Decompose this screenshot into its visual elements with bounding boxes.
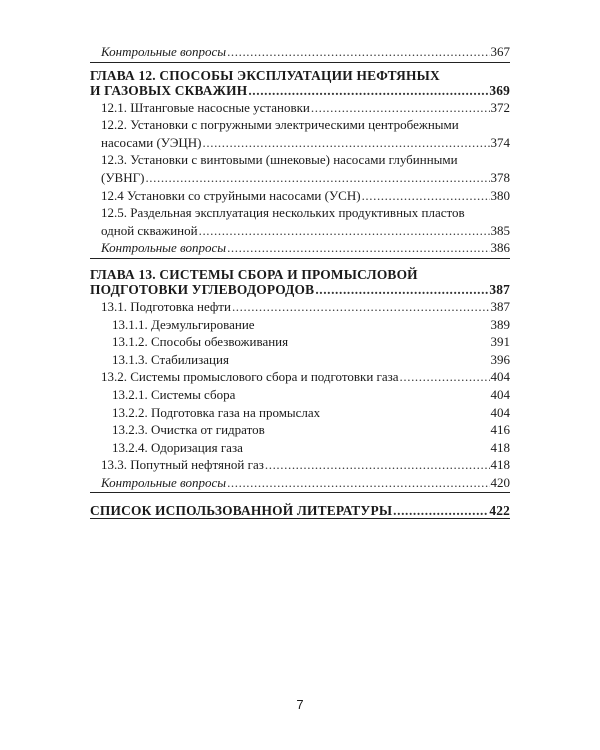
- toc-entry-control-questions[interactable]: [90, 44, 510, 59]
- chapter-13-heading[interactable]: [90, 267, 510, 297]
- toc-entry-label: (УВНГ): [101, 169, 145, 185]
- toc-entry-control-questions[interactable]: [90, 475, 510, 490]
- dot-leader: [227, 475, 489, 490]
- references-heading[interactable]: [90, 503, 510, 518]
- toc-entry[interactable]: [90, 100, 510, 115]
- toc-entry-page: 369: [489, 82, 510, 98]
- chapter-title-line: ГЛАВА 12. СПОСОБЫ ЭКСПЛУАТАЦИИ НЕФТЯНЫХ: [90, 67, 440, 83]
- references-title: СПИСОК ИСПОЛЬЗОВАННОЙ ЛИТЕРАТУРЫ: [90, 503, 393, 519]
- toc-entry-label: Контрольные вопросы: [101, 44, 227, 59]
- toc-subentry[interactable]: [90, 334, 510, 349]
- toc-entry-label: 13.2. Системы промыслового сбора и подготовки газа: [101, 369, 399, 385]
- dot-leader: [311, 100, 490, 115]
- dot-leader: [362, 188, 490, 203]
- toc-entry-page: 374: [490, 134, 510, 150]
- toc-subentry[interactable]: [90, 422, 510, 437]
- dot-leader: [400, 369, 490, 384]
- toc-entry-label: одной скважиной: [101, 222, 198, 238]
- toc-entry-page: 416: [490, 422, 510, 438]
- toc-entry-control-questions[interactable]: [90, 240, 510, 255]
- toc-subentry[interactable]: [90, 317, 510, 332]
- toc-entry-label: 13.1.3. Стабилизация: [112, 351, 229, 367]
- toc-entry-page: 404: [490, 404, 510, 420]
- toc-entry-page: 372: [490, 99, 510, 115]
- toc-entry-label: 13.2.2. Подготовка газа на промыслах: [112, 404, 321, 420]
- toc-entry-page: 404: [490, 386, 510, 402]
- chapter-title-line: ГЛАВА 13. СИСТЕМЫ СБОРА И ПРОМЫСЛОВОЙ: [90, 266, 418, 282]
- toc-entry-label: Контрольные вопросы: [101, 240, 227, 256]
- toc-entry-label: 13.1.1. Деэмульгирование: [112, 316, 255, 332]
- table-of-contents: [90, 44, 510, 519]
- toc-entry-page: 385: [490, 222, 510, 238]
- toc-entry-page: 389: [490, 316, 510, 332]
- toc-entry-page: 380: [490, 187, 510, 203]
- toc-entry-label: насосами (УЭЦН): [101, 134, 202, 150]
- toc-entry[interactable]: [90, 188, 510, 203]
- toc-subentry[interactable]: [90, 440, 510, 455]
- divider: [90, 492, 510, 493]
- toc-subentry[interactable]: [90, 387, 510, 402]
- toc-entry-label: 13.2.1. Системы сбора: [112, 386, 236, 402]
- toc-subentry[interactable]: [90, 405, 510, 420]
- toc-entry-label-line: 12.3. Установки с винтовыми (шнековые) насосами глубинными: [101, 152, 458, 168]
- toc-entry-page: 387: [490, 298, 510, 314]
- dot-leader: [232, 299, 490, 314]
- page-number: 7: [296, 697, 304, 712]
- dot-leader: [393, 503, 488, 518]
- toc-entry[interactable]: [90, 457, 510, 472]
- dot-leader: [227, 44, 489, 59]
- toc-entry-label: 13.2.4. Одоризация газа: [112, 439, 243, 455]
- toc-entry-label-line: 12.5. Раздельная эксплуатация нескольких продуктивных пластов: [101, 205, 465, 221]
- toc-entry-page: 387: [489, 281, 510, 297]
- dot-leader: [227, 240, 489, 255]
- toc-entry-label: Контрольные вопросы: [101, 474, 227, 490]
- chapter-title-line: И ГАЗОВЫХ СКВАЖИН: [90, 82, 248, 98]
- chapter-title-line: ПОДГОТОВКИ УГЛЕВОДОРОДОВ: [90, 281, 315, 297]
- toc-entry-page: 418: [490, 439, 510, 455]
- toc-entry-page: 418: [490, 457, 510, 473]
- dot-leader: [199, 223, 490, 238]
- toc-entry-label: 13.1. Подготовка нефти: [101, 298, 231, 314]
- dot-leader: [265, 457, 490, 472]
- toc-entry-label: 12.1. Штанговые насосные установки: [101, 99, 310, 115]
- divider: [90, 258, 510, 259]
- toc-entry-label: 12.4 Установки со струйными насосами (УСН): [101, 187, 361, 203]
- toc-entry-page: 404: [490, 369, 510, 385]
- toc-entry[interactable]: [90, 369, 510, 384]
- toc-entry-label: 13.1.2. Способы обезвоживания: [112, 334, 289, 350]
- toc-entry-page: 420: [490, 474, 510, 490]
- toc-entry-page: 396: [490, 351, 510, 367]
- toc-entry-page: 391: [490, 334, 510, 350]
- toc-entry-label: 13.3. Попутный нефтяной газ: [101, 457, 264, 473]
- toc-entry-label: 13.2.3. Очистка от гидратов: [112, 422, 265, 438]
- dot-leader: [248, 83, 488, 98]
- chapter-12-heading[interactable]: [90, 68, 510, 98]
- toc-entry[interactable]: [90, 170, 510, 185]
- toc-entry-page: 367: [490, 44, 510, 59]
- toc-entry-label-line: 12.2. Установки с погружными электрическими центробежными: [101, 117, 459, 133]
- dot-leader: [315, 282, 488, 297]
- toc-entry-page: 378: [490, 169, 510, 185]
- toc-entry[interactable]: [90, 135, 510, 150]
- toc-entry[interactable]: [90, 223, 510, 238]
- toc-entry[interactable]: [90, 299, 510, 314]
- dot-leader: [203, 135, 490, 150]
- dot-leader: [145, 170, 489, 185]
- toc-entry-page: 422: [489, 503, 510, 519]
- divider: [90, 62, 510, 63]
- toc-entry-page: 386: [490, 240, 510, 256]
- toc-subentry[interactable]: [90, 352, 510, 367]
- divider: [90, 518, 510, 519]
